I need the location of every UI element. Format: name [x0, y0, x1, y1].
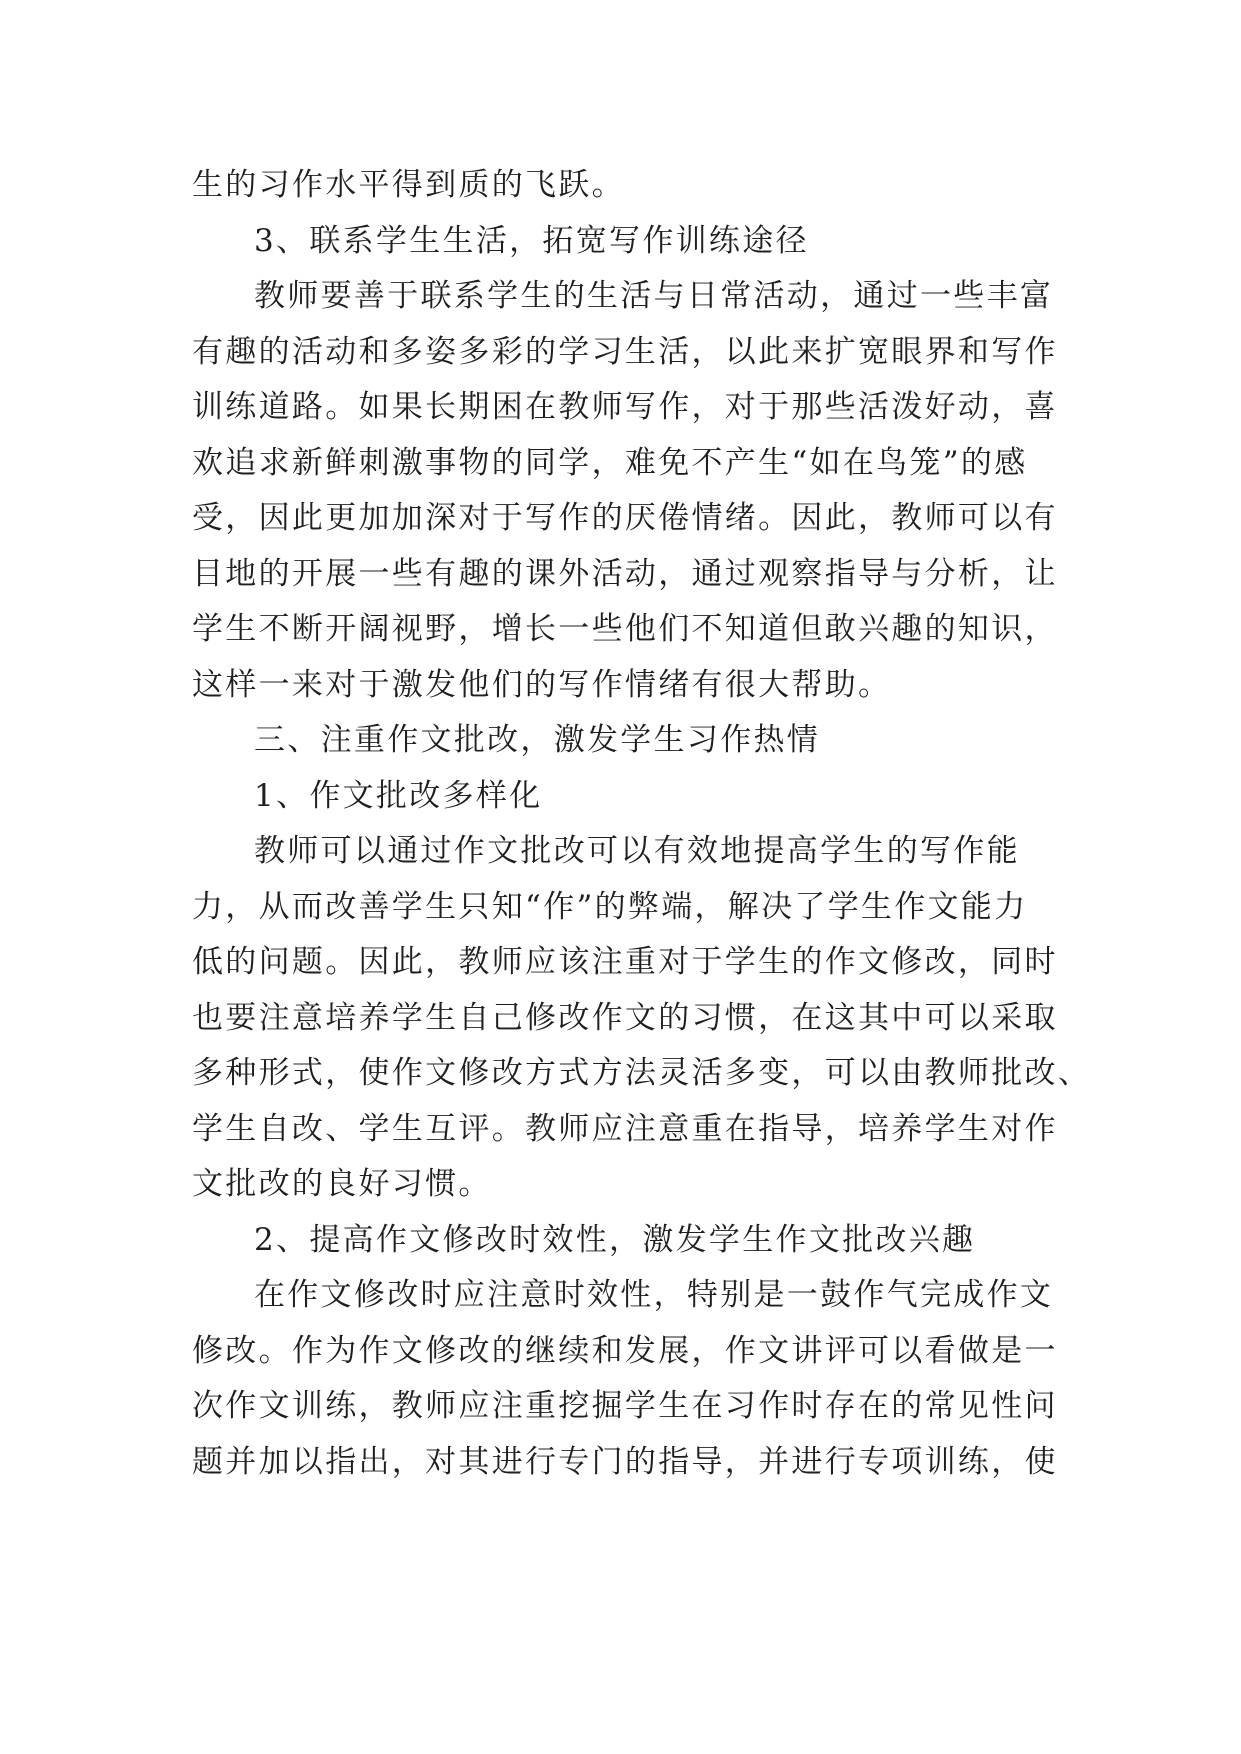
text-line: 学生自改、学生互评。教师应注意重在指导，培养学生对作	[192, 1110, 1058, 1147]
subsection-heading: 3、联系学生生活，拓宽写作训练途径	[254, 222, 809, 259]
text-line: 修改。作为作文修改的继续和发展，作文讲评可以看做是一	[192, 1332, 1058, 1369]
text-line: 受，因此更加加深对于写作的厌倦情绪。因此，教师可以有	[192, 500, 1058, 536]
text-line: 力，从而改善学生只知“作”的弊端，解决了学生作文能力	[192, 888, 1028, 925]
text-line: 有趣的活动和多姿多彩的学习生活，以此来扩宽眼界和写作	[192, 333, 1058, 370]
text-line: 生的习作水平得到质的飞跃。	[192, 167, 625, 203]
subsection-heading: 1、作文批改多样化	[254, 777, 543, 814]
subsection-heading: 2、提高作文修改时效性，激发学生作文批改兴趣	[254, 1221, 976, 1258]
text-line: 欢追求新鲜刺激事物的同学，难免不产生“如在鸟笼”的感	[192, 444, 1028, 481]
text-line: 多种形式，使作文修改方式方法灵活多变，可以由教师批改、	[192, 1055, 1092, 1091]
text-line: 低的问题。因此，教师应该注重对于学生的作文修改，同时	[192, 944, 1058, 980]
text-line: 文批改的良好习惯。	[192, 1166, 492, 1202]
section-heading: 三、注重作文批改，激发学生习作热情	[254, 722, 821, 758]
text-line: 学生不断开阔视野，增长一些他们不知道但敢兴趣的知识，	[192, 611, 1058, 647]
text-line: 也要注意培养学生自己修改作文的习惯，在这其中可以采取	[192, 999, 1058, 1036]
text-line: 训练道路。如果长期困在教师写作，对于那些活泼好动，喜	[192, 389, 1058, 425]
text-line: 次作文训练，教师应注重挖掘学生在习作时存在的常见性问	[192, 1388, 1058, 1424]
text-line: 教师要善于联系学生的生活与日常活动，通过一些丰富	[254, 278, 1054, 314]
text-line: 这样一来对于激发他们的写作情绪有很大帮助。	[192, 666, 892, 703]
text-line: 题并加以指出，对其进行专门的指导，并进行专项训练，使	[192, 1443, 1058, 1480]
text-line: 教师可以通过作文批改可以有效地提高学生的写作能	[254, 833, 1020, 869]
text-line: 在作文修改时应注意时效性，特别是一鼓作气完成作文	[254, 1277, 1054, 1313]
text-line: 目地的开展一些有趣的课外活动，通过观察指导与分析，让	[192, 555, 1058, 592]
document-body	[192, 158, 1092, 1490]
